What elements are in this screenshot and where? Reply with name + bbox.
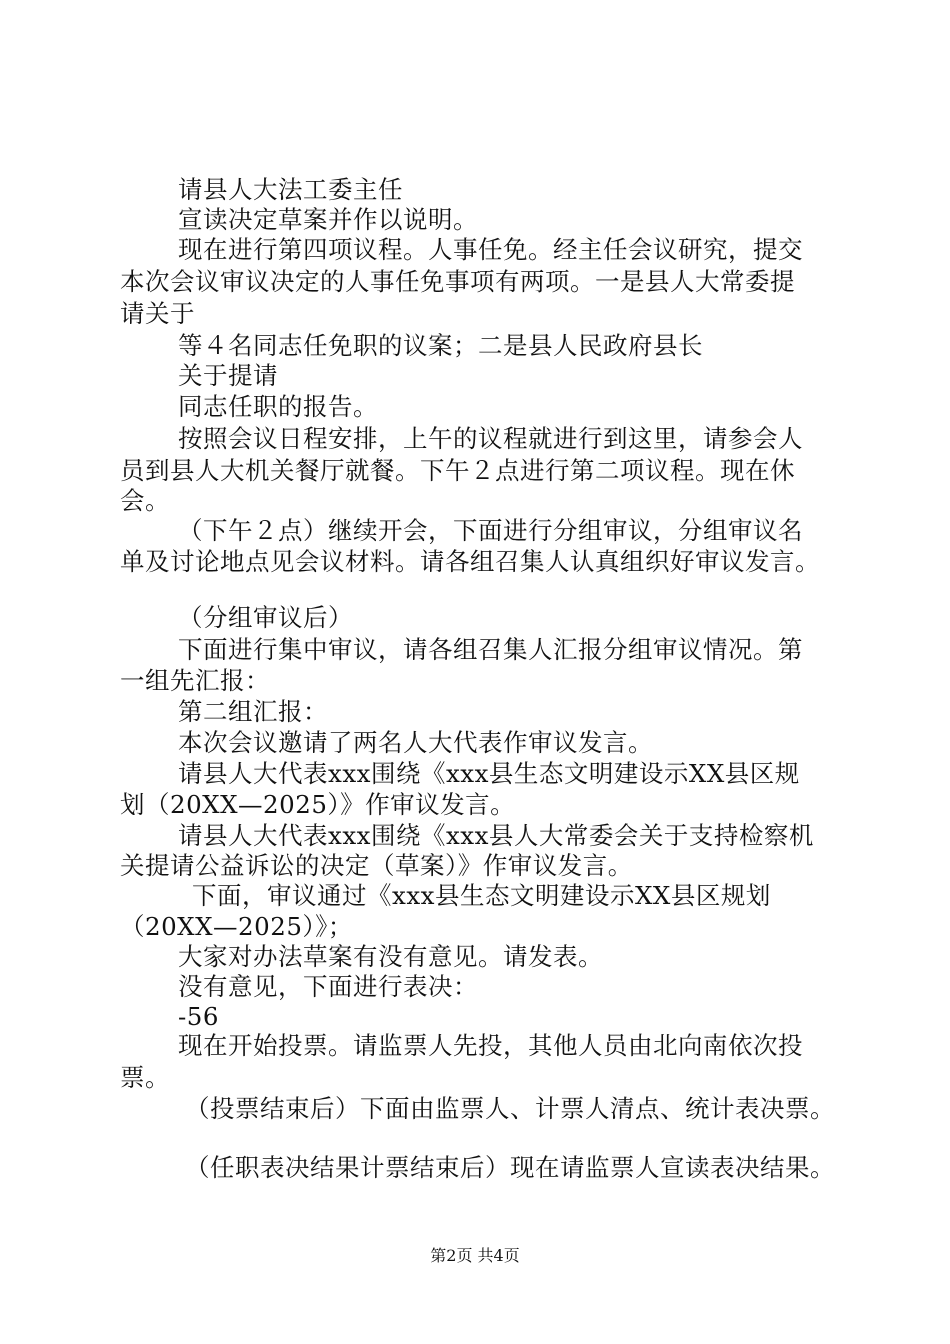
text-line: -56 (178, 1002, 219, 1031)
text-line: 现在开始投票。请监票人先投，其他人员由北向南依次投 (178, 1031, 803, 1060)
text-line: 同志任职的报告。 (178, 392, 378, 421)
text-line: （下午２点）继续开会，下面进行分组审议，分组审议名 (178, 516, 803, 545)
text-line: 第二组汇报： (178, 697, 328, 726)
text-line: （任职表决结果计票结束后）现在请监票人宣读表决结果。 (185, 1153, 835, 1182)
text-line: 请县人大代表xxx围绕《xxx县人大常委会关于支持检察机 (178, 821, 814, 850)
text-line: 划（20XX—2025）》作审议发言。 (120, 790, 516, 819)
text-line: 按照会议日程安排，上午的议程就进行到这里，请参会人 (178, 424, 803, 453)
text-line: 等４名同志任免职的议案；二是县人民政府县长 (178, 331, 703, 360)
text-line: 关于提请 (178, 361, 278, 390)
text-line: 请县人大法工委主任 (178, 175, 403, 204)
page-number-label: 第2页 共4页 (430, 1246, 520, 1265)
text-line: （20XX—2025）》； (120, 912, 353, 941)
text-line: 下面进行集中审议，请各组召集人汇报分组审议情况。第 (178, 635, 803, 664)
text-line: 单及讨论地点见会议材料。请各组召集人认真组织好审议发言。 (120, 547, 820, 576)
text-line: 大家对办法草案有没有意见。请发表。 (178, 942, 603, 971)
text-line: 现在进行第四项议程。人事任免。经主任会议研究，提交 (178, 235, 803, 264)
page-footer (0, 1246, 950, 1266)
text-line: 本次会议审议决定的人事任免事项有两项。一是县人大常委提 (120, 267, 795, 296)
text-line: 请关于 (120, 299, 195, 328)
text-line: 关提请公益诉讼的决定（草案）》作审议发言。 (120, 851, 633, 880)
text-line: 本次会议邀请了两名人大代表作审议发言。 (178, 728, 653, 757)
text-line: 宣读决定草案并作以说明。 (178, 205, 478, 234)
text-line: 一组先汇报： (120, 666, 270, 695)
text-line: 下面，审议通过《xxx县生态文明建设示XX县区规划 (192, 881, 771, 910)
text-line: 没有意见，下面进行表决： (178, 972, 478, 1001)
text-line: 会。 (120, 486, 170, 515)
text-line: 请县人大代表xxx围绕《xxx县生态文明建设示XX县区规 (178, 759, 800, 788)
text-line: （分组审议后） (178, 603, 353, 632)
text-line: （投票结束后）下面由监票人、计票人清点、统计表决票。 (185, 1094, 835, 1123)
text-line: 票。 (120, 1063, 170, 1092)
text-line: 员到县人大机关餐厅就餐。下午２点进行第二项议程。现在休 (120, 456, 795, 485)
